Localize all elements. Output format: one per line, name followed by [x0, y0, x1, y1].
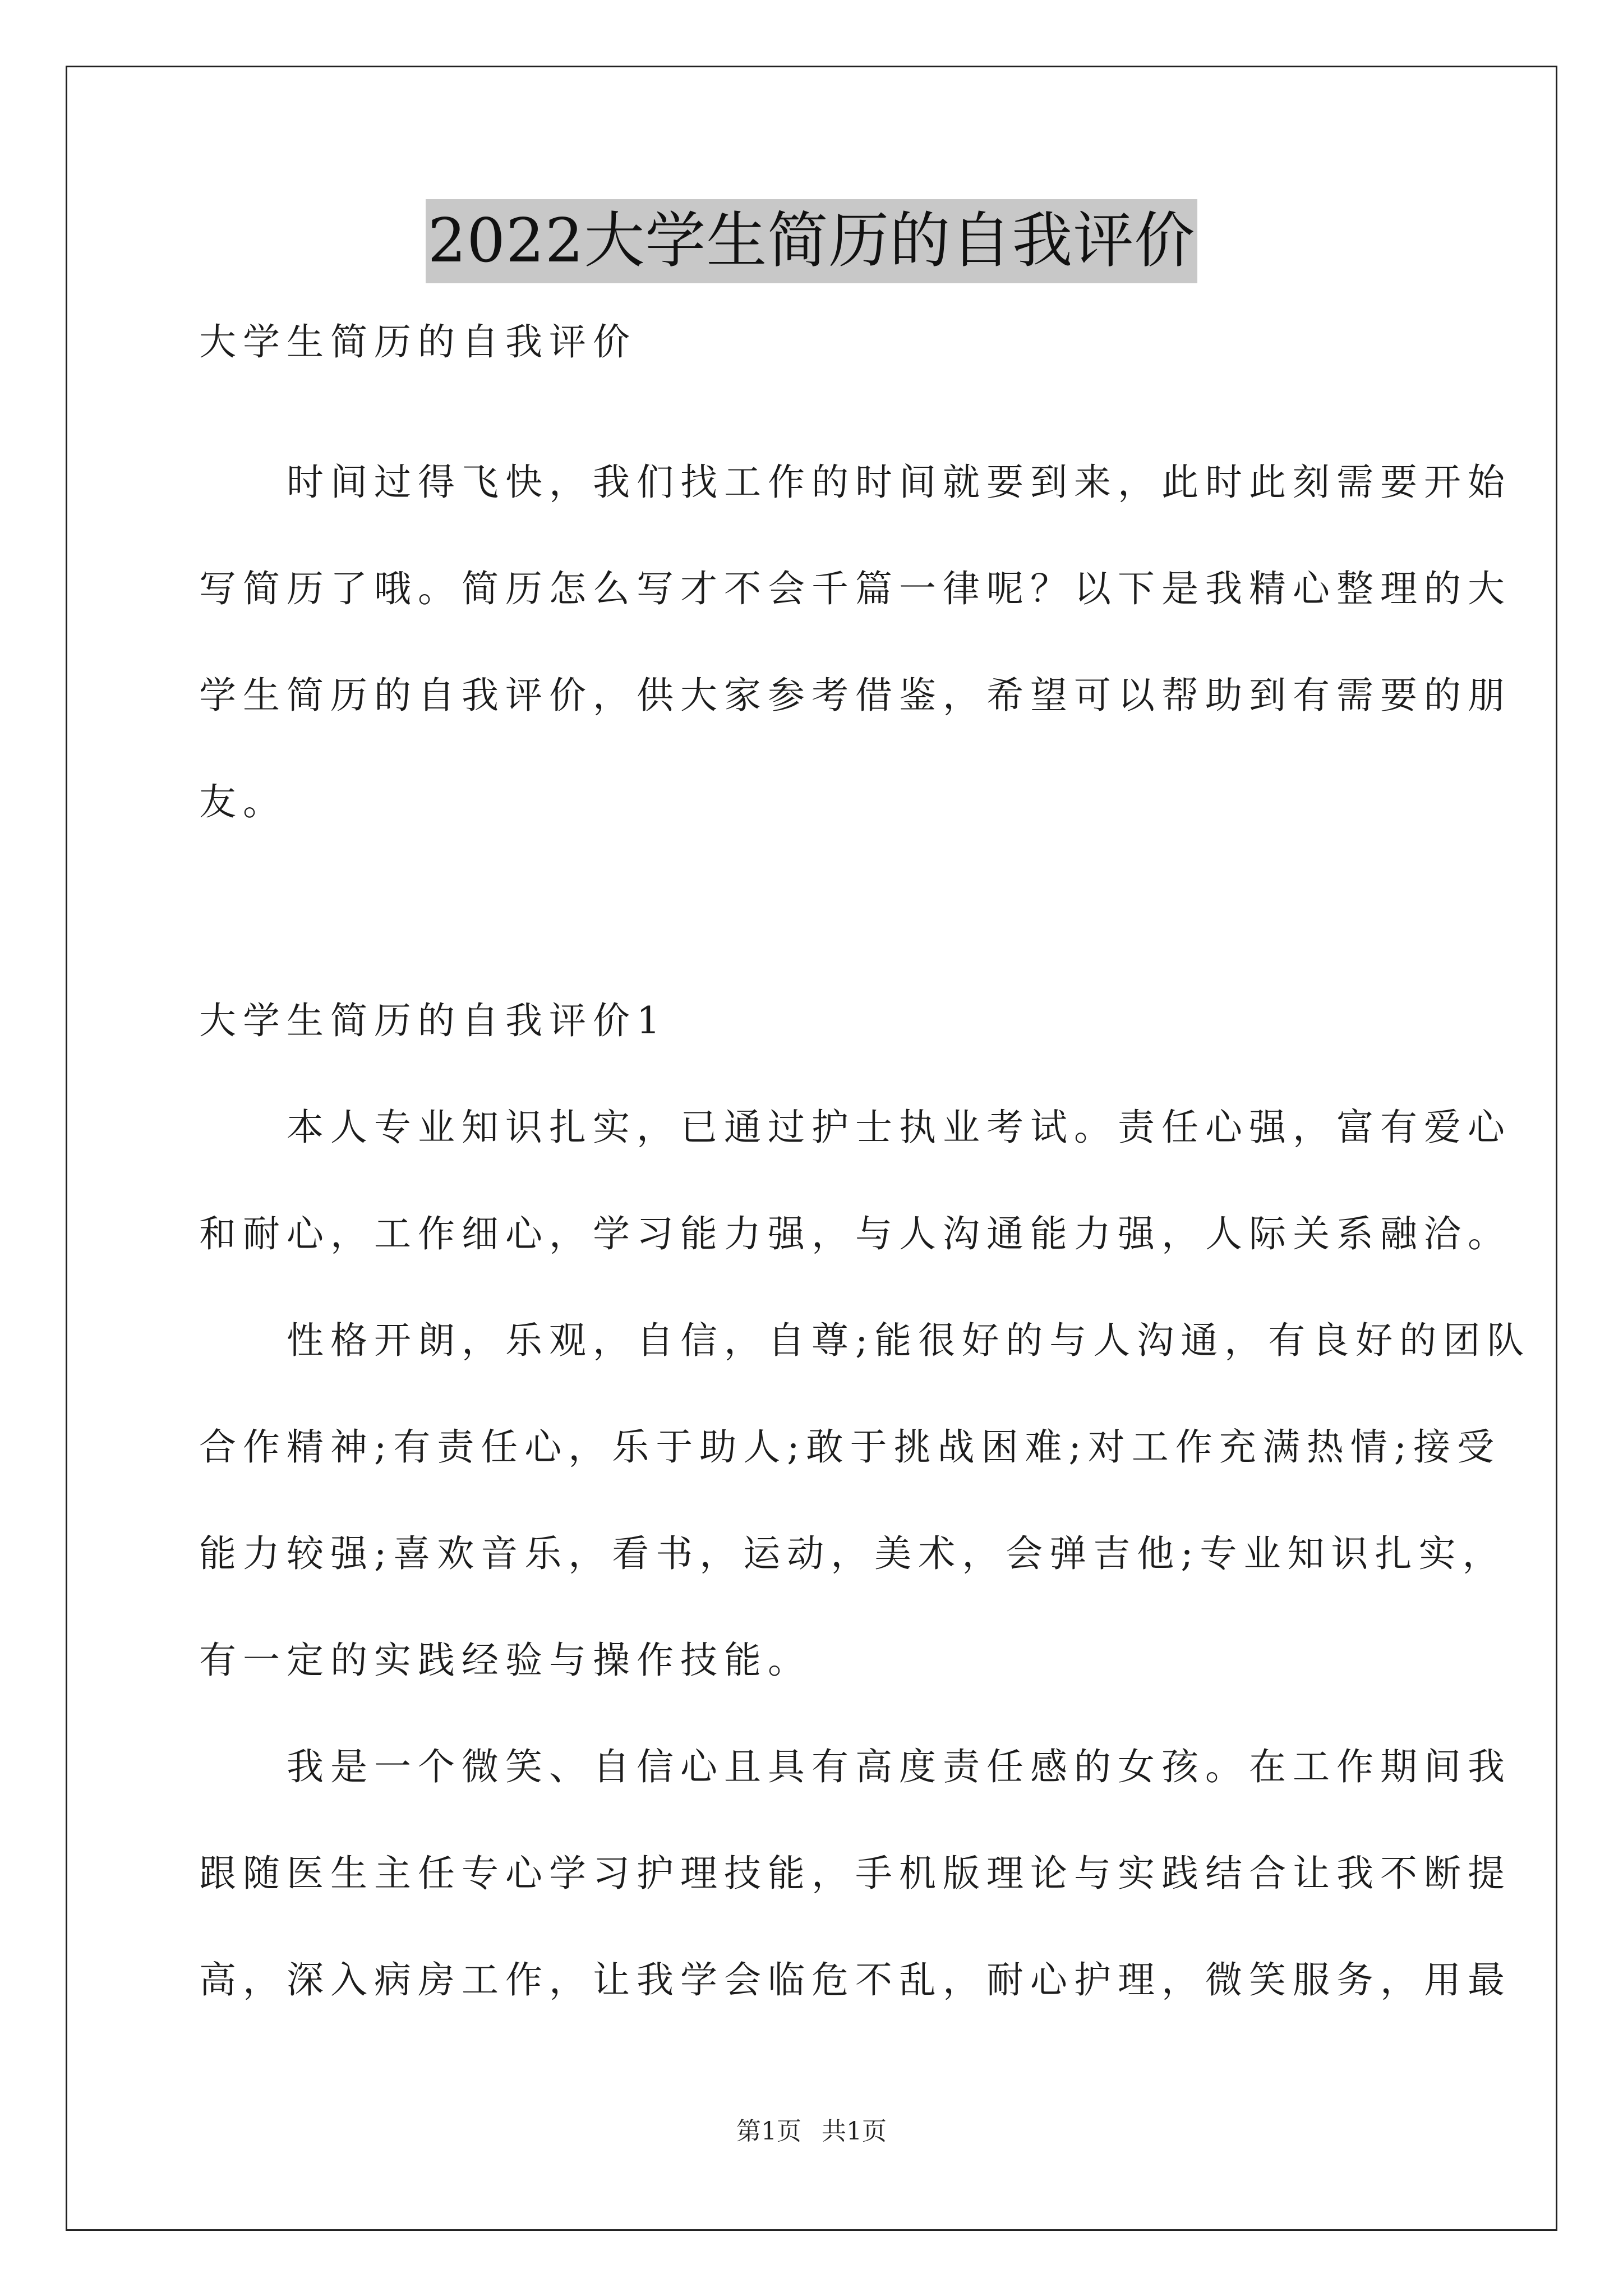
paragraph-line: 本人专业知识扎实，已通过护士执业考试。责任心强，富有爱心: [199, 1106, 1511, 1149]
paragraph-line: 友。: [199, 780, 287, 823]
paragraph-line: 合作精神;有责任心，乐于助人;敢于挑战困难;对工作充满热情;接受: [199, 1425, 1501, 1469]
section-heading-1: 大学生简历的自我评价1: [199, 999, 667, 1042]
paragraph-line: 写简历了哦。简历怎么写才不会千篇一律呢？以下是我精心整理的大: [199, 567, 1511, 610]
paragraph-line: 有一定的实践经验与操作技能。: [199, 1639, 811, 1682]
document-title: 2022大学生简历的自我评价: [426, 199, 1198, 283]
paragraph-line: 我是一个微笑、自信心且具有高度责任感的女孩。在工作期间我: [199, 1745, 1511, 1788]
section-heading-intro: 大学生简历的自我评价: [199, 320, 637, 364]
paragraph-line: 性格开朗，乐观，自信，自尊;能很好的与人沟通，有良好的团队: [199, 1319, 1531, 1362]
paragraph-line: 时间过得飞快，我们找工作的时间就要到来，此时此刻需要开始: [199, 461, 1511, 504]
page-number-current: 第1页: [736, 2117, 801, 2146]
page-footer: [0, 2115, 1623, 2148]
paragraph-line: 跟随医生主任专心学习护理技能，手机版理论与实践结合让我不断提: [199, 1852, 1511, 1895]
paragraph-line: 学生简历的自我评价，供大家参考借鉴，希望可以帮助到有需要的朋: [199, 674, 1511, 717]
paragraph-line: 和耐心，工作细心，学习能力强，与人沟通能力强，人际关系融洽。: [199, 1212, 1511, 1255]
paragraph-line: 高，深入病房工作，让我学会临危不乱，耐心护理，微笑服务，用最: [199, 1958, 1511, 2001]
title-container: [0, 199, 1623, 283]
page-number-total: 共1页: [822, 2117, 887, 2146]
paragraph-line: 能力较强;喜欢音乐，看书，运动，美术，会弹吉他;专业知识扎实，: [199, 1532, 1506, 1575]
